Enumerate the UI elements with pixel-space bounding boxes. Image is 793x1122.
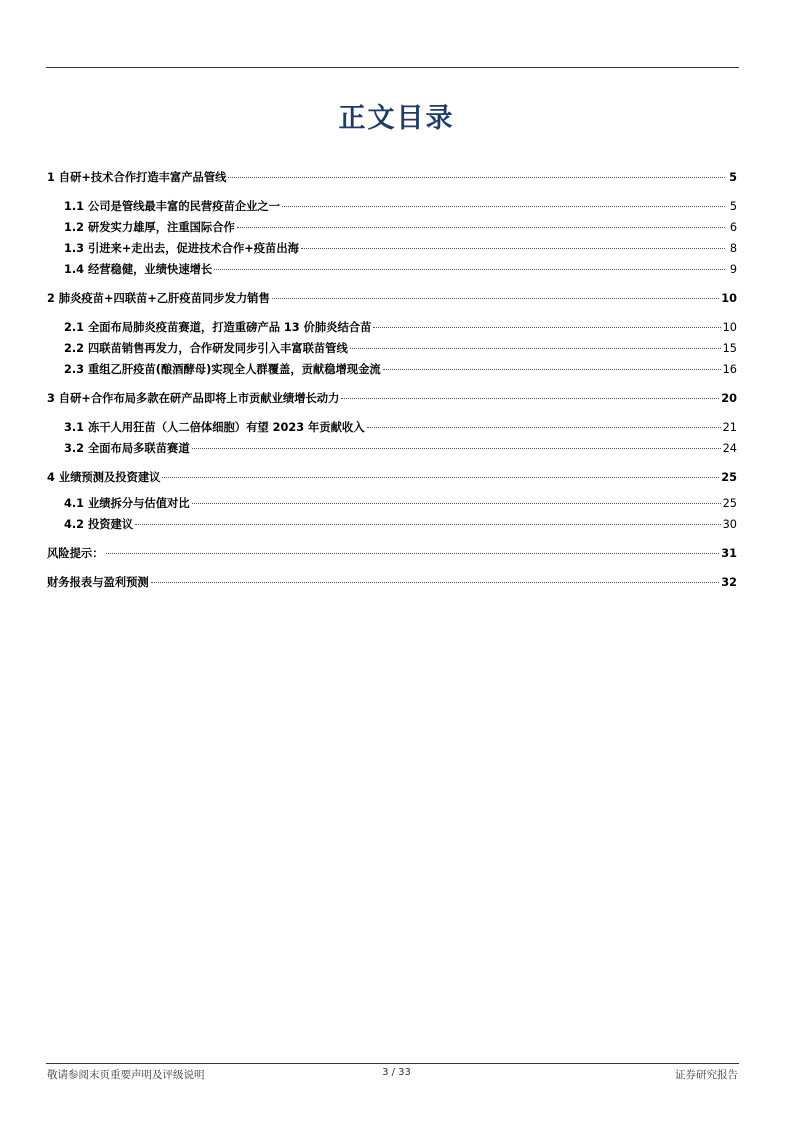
toc-leader-dots: [228, 176, 725, 178]
toc-entry-page: 32: [721, 576, 737, 589]
toc-entry-title: 4 业绩预测及投资建议: [47, 471, 161, 484]
toc-entry[interactable]: [47, 289, 737, 309]
toc-entry-title: 3.2 全面布局多联苗赛道: [64, 442, 190, 455]
toc-entry-title: 财务报表与盈利预测: [47, 576, 149, 589]
footer-disclaimer: 敬请参阅末页重要声明及评级说明: [47, 1069, 205, 1081]
toc-leader-dots: [237, 226, 725, 228]
toc-leader-dots: [162, 476, 719, 478]
toc-entry[interactable]: [47, 418, 737, 438]
toc-leader-dots: [135, 523, 720, 525]
toc-entry-page: 10: [722, 321, 737, 334]
toc-entry[interactable]: [47, 168, 737, 188]
header-rule: [46, 67, 739, 68]
toc-entry[interactable]: [47, 318, 737, 338]
toc-entry-title: 2.1 全面布局肺炎疫苗赛道，打造重磅产品 13 价肺炎结合苗: [64, 321, 372, 334]
toc-entry[interactable]: [47, 218, 737, 238]
toc-leader-dots: [373, 326, 720, 328]
toc-entry-page: 5: [729, 200, 737, 213]
toc-entry[interactable]: [47, 573, 737, 593]
toc-entry-title: 2.2 四联苗销售再发力，合作研发同步引入丰富联苗管线: [64, 342, 348, 355]
toc-leader-dots: [350, 347, 721, 349]
toc-entry-page: 30: [722, 518, 737, 531]
toc-leader-dots: [272, 297, 719, 299]
toc-leader-dots: [192, 502, 721, 504]
toc-entry-title: 1 自研+技术合作打造丰富产品管线: [47, 171, 227, 184]
toc-entry-page: 24: [722, 442, 737, 455]
toc-entry-page: 6: [729, 221, 737, 234]
toc-entry[interactable]: [47, 197, 737, 217]
toc-entry-page: 25: [721, 471, 737, 484]
page-title: 正文目录: [338, 103, 455, 134]
toc-entry-page: 8: [729, 242, 737, 255]
toc-leader-dots: [301, 247, 725, 249]
toc-entry[interactable]: [47, 339, 737, 359]
toc-leader-dots: [106, 552, 720, 554]
toc-entry-title: 风险提示：: [47, 547, 104, 560]
toc-entry-page: 16: [722, 363, 737, 376]
toc-leader-dots: [214, 268, 725, 270]
toc-entry-title: 4.2 投资建议: [64, 518, 134, 531]
toc-entry-page: 10: [721, 292, 737, 305]
toc-entry-page: 25: [722, 497, 737, 510]
toc-entry[interactable]: [47, 468, 737, 488]
toc-entry-page: 31: [721, 547, 737, 560]
footer-rule: [46, 1063, 739, 1064]
toc-entry[interactable]: [47, 239, 737, 259]
toc-entry-page: 5: [729, 171, 737, 184]
toc-leader-dots: [282, 205, 725, 207]
toc-leader-dots: [192, 447, 721, 449]
page-number: 3 / 33: [382, 1067, 411, 1078]
toc-entry-title: 3.1 冻干人用狂苗（人二倍体细胞）有望 2023 年贡献收入: [64, 421, 365, 434]
toc-entry[interactable]: [47, 515, 737, 535]
toc-entry-title: 3 自研+合作布局多款在研产品即将上市贡献业绩增长动力: [47, 392, 340, 405]
toc-leader-dots: [367, 426, 721, 428]
toc-leader-dots: [151, 581, 720, 583]
toc-entry[interactable]: [47, 494, 737, 514]
toc-leader-dots: [383, 368, 721, 370]
footer-report-type: 证券研究报告: [675, 1069, 738, 1081]
toc-entry-title: 2 肺炎疫苗+四联苗+乙肝疫苗同步发力销售: [47, 292, 270, 305]
toc-entry-title: 4.1 业绩拆分与估值对比: [64, 497, 190, 510]
toc-entry[interactable]: [47, 260, 737, 280]
toc-entry[interactable]: [47, 439, 737, 459]
toc-entry-title: 1.3 引进来+走出去，促进技术合作+疫苗出海: [64, 242, 299, 255]
toc-entry-page: 21: [722, 421, 737, 434]
toc-entry-title: 1.1 公司是管线最丰富的民营疫苗企业之一: [64, 200, 280, 213]
toc-entry-page: 15: [722, 342, 737, 355]
toc-entry-page: 20: [721, 392, 737, 405]
toc-entry[interactable]: [47, 544, 737, 564]
toc-leader-dots: [341, 397, 719, 399]
toc-entry-page: 9: [729, 263, 737, 276]
toc-entry-title: 2.3 重组乙肝疫苗(酿酒酵母)实现全人群覆盖，贡献稳增现金流: [64, 363, 381, 376]
toc-entry[interactable]: [47, 389, 737, 409]
toc-entry[interactable]: [47, 360, 737, 380]
toc-entry-title: 1.2 研发实力雄厚，注重国际合作: [64, 221, 235, 234]
toc-entry-title: 1.4 经营稳健，业绩快速增长: [64, 263, 213, 276]
